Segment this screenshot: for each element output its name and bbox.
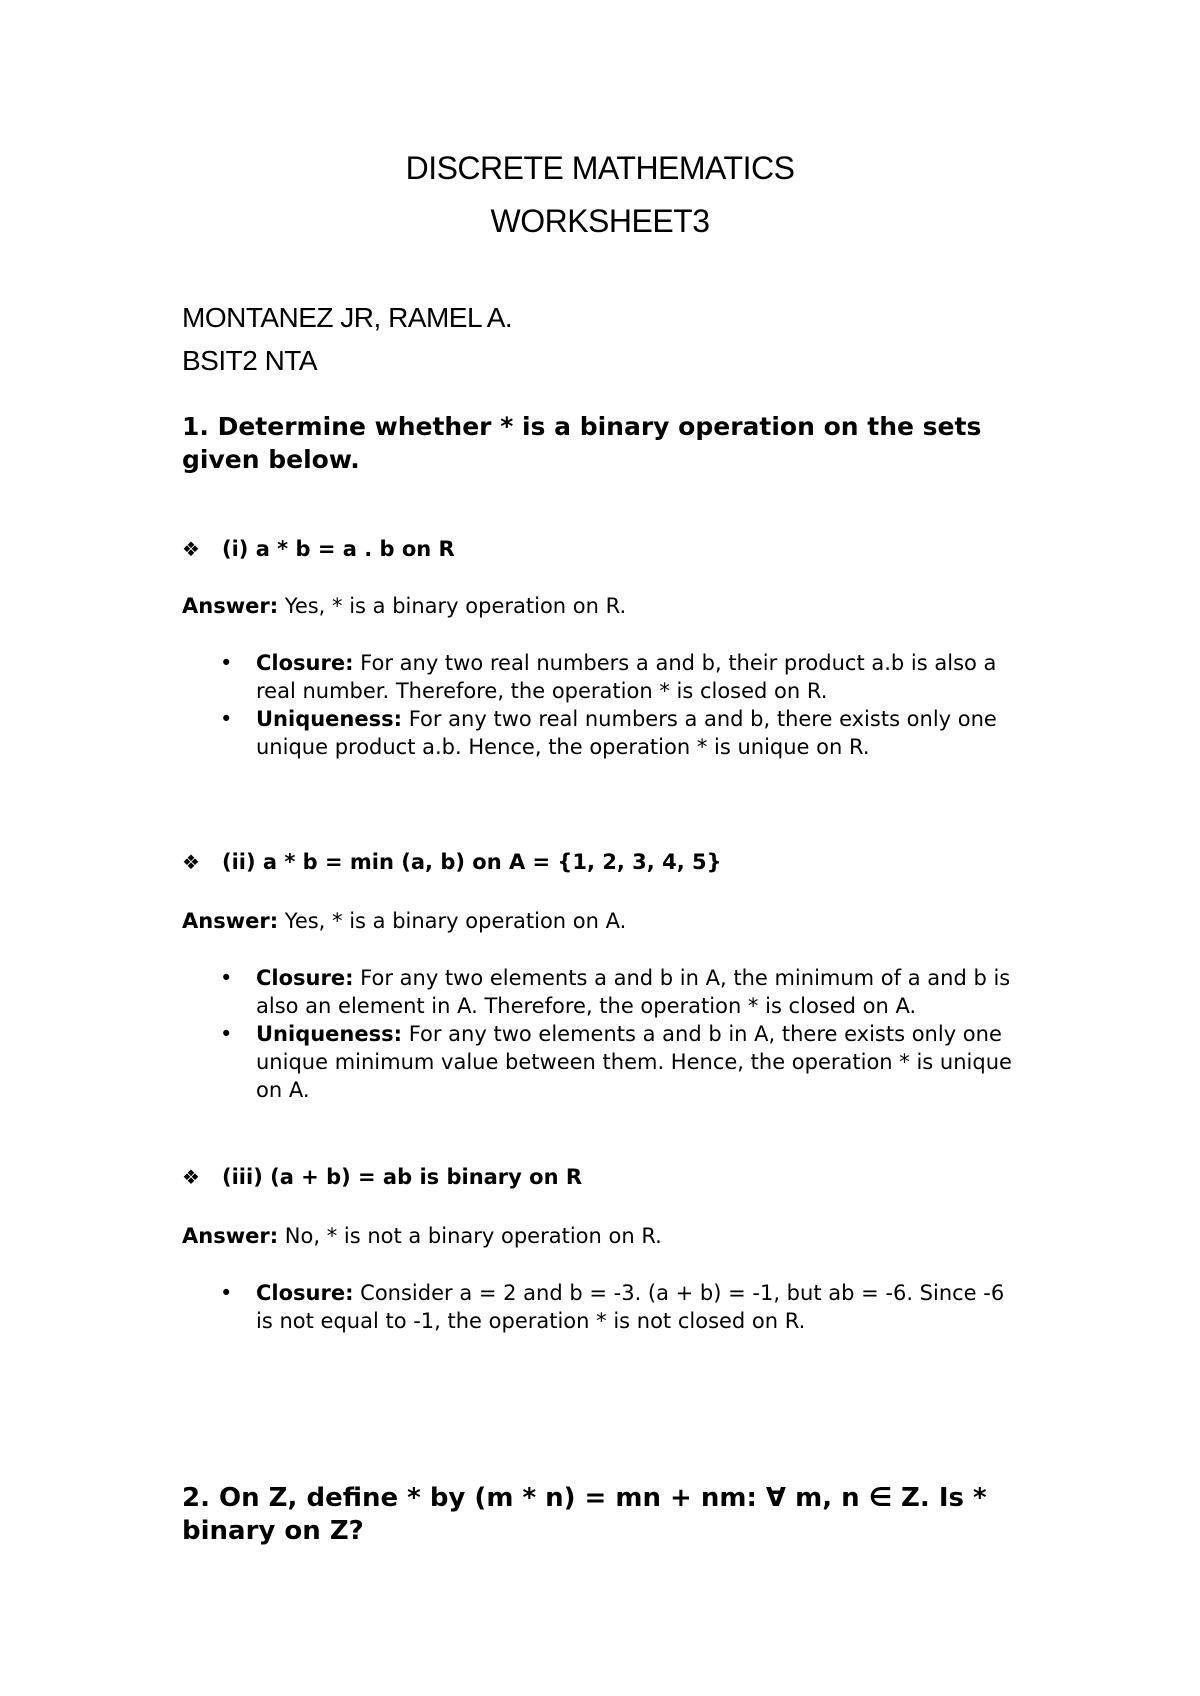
point-text: For any two real numbers a and b, there exists only one unique product a.b. Hence, the operation * is unique on R. <box>256 707 997 759</box>
point-text: Consider a = 2 and b = -3. (a + b) = -1, but ab = -6. Since -6 is not equal to -1, the operation * is not closed on R. <box>256 1281 1005 1333</box>
bullet-icon: • <box>220 1281 233 1305</box>
answer-text: Yes, * is a binary operation on R. <box>278 594 627 618</box>
question-2-heading: 2. On Z, define * by (m * n) = mn + nm: ∀ m, n ∈ Z. Is * binary on Z? <box>182 1483 987 1546</box>
list-item <box>182 1020 1022 1104</box>
bullet-icon: • <box>220 1022 233 1046</box>
part-iii-points <box>182 1279 1022 1335</box>
part-iii-label: (iii) (a + b) = ab is binary on R <box>222 1165 583 1189</box>
answer-label: Answer: <box>182 1224 279 1248</box>
list-item <box>182 705 1022 761</box>
part-ii-label: (ii) a * b = min (a, b) on A = {1, 2, 3, 4, 5} <box>222 850 722 874</box>
part-i-answer <box>182 592 626 620</box>
student-section: BSIT2 NTA <box>182 345 318 376</box>
list-item <box>182 964 1022 1020</box>
point-text: For any two real numbers a and b, their product a.b is also a real number. Therefore, the operation * is closed on R. <box>256 651 997 703</box>
diamond-bullet-icon: ❖ <box>182 1165 200 1189</box>
point-label: Closure: <box>256 651 354 675</box>
part-i-heading <box>182 535 455 563</box>
part-iii-answer <box>182 1222 662 1250</box>
part-ii-heading <box>182 848 722 876</box>
point-label: Closure: <box>256 1281 354 1305</box>
bullet-icon: • <box>220 651 233 675</box>
student-name: MONTANEZ JR, RAMEL A. <box>182 302 513 333</box>
list-item <box>182 649 1022 705</box>
answer-text: Yes, * is a binary operation on A. <box>278 909 627 933</box>
point-label: Closure: <box>256 966 354 990</box>
bullet-icon: • <box>220 966 233 990</box>
part-ii-answer <box>182 907 626 935</box>
answer-label: Answer: <box>182 594 279 618</box>
document-title: DISCRETE MATHEMATICS <box>405 150 795 186</box>
part-iii-heading <box>182 1163 582 1191</box>
diamond-bullet-icon: ❖ <box>182 537 200 561</box>
point-text: For any two elements a and b in A, the minimum of a and b is also an element in A. Therefore, the operation * is closed on A. <box>256 966 1011 1018</box>
list-item <box>182 1279 1022 1335</box>
diamond-bullet-icon: ❖ <box>182 850 200 874</box>
answer-text: No, * is not a binary operation on R. <box>278 1224 662 1248</box>
point-text: For any two elements a and b in A, there exists only one unique minimum value between them. Hence, the operation * is unique on A. <box>256 1022 1012 1102</box>
part-i-label: (i) a * b = a . b on R <box>222 537 455 561</box>
part-i-points <box>182 649 1022 761</box>
bullet-icon: • <box>220 707 233 731</box>
question-1-heading: 1. Determine whether * is a binary operation on the sets given below. <box>182 412 982 474</box>
part-ii-points <box>182 964 1022 1104</box>
point-label: Uniqueness: <box>256 1022 403 1046</box>
answer-label: Answer: <box>182 909 279 933</box>
document-subtitle: WORKSHEET3 <box>490 203 710 239</box>
point-label: Uniqueness: <box>256 707 403 731</box>
